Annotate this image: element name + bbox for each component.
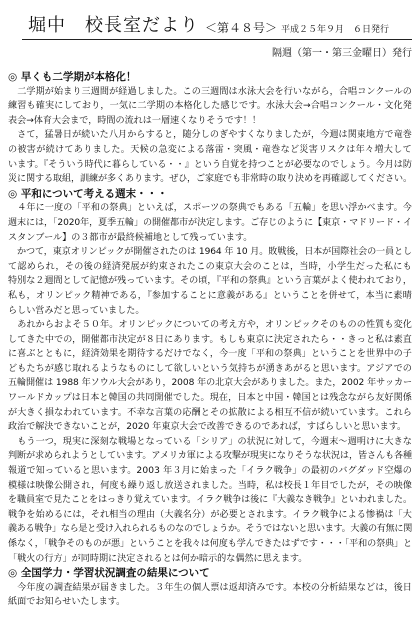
text-line: 五輪開催は 1988 年ソウル大会があり，2008 年の北京大会がありました。また，2002 年サッカー	[8, 378, 412, 389]
section	[8, 70, 412, 187]
issue-date: 平成２５年９月 ６日発行	[281, 25, 390, 35]
text-line: 練習も確実にしており，一気に二学期の本格化した感じです。水泳大会→合唱コンクール・文化発	[8, 101, 412, 112]
section-heading: ◎ 全国学力・学習状況調査の結果について	[8, 567, 210, 580]
text-line: 紙面でお知らせいたします。	[8, 597, 126, 608]
text-line: 特別な２週間として記憶が残っています。その頃，『平和の祭典』という言葉がよく使われており，	[8, 276, 412, 287]
newsletter-title: 堀中 校長室だより	[28, 15, 199, 36]
paragraph	[8, 318, 412, 435]
text-line: います。『そういう時代に暮らしている・・』という自覚を持つことが必要なのでしょう。今月は防	[8, 159, 412, 170]
text-line: 週末には，「2020年，夏季五輪」の開催都市が決定します。ご存じのように【東京・マドリード・イ	[8, 217, 412, 228]
section-heading: ◎ 平和について考える週末・・・	[8, 187, 168, 200]
title-row	[22, 10, 412, 40]
text-line: ワールドカップは日本と韓国の共同開催でした。現在，日本と中国・韓国とは残念ながら友好関係	[8, 393, 412, 404]
text-line: 政治で解決できないことが，2020 年東京大会で改善できるのであれば，すばらしいと思います。	[8, 422, 407, 433]
frequency-row	[22, 44, 412, 59]
text-line: 報道で知っていると思います。2003 年３月に始まった「イラク戦争」の最初のバグダッド空爆の	[8, 466, 412, 477]
newsletter-body	[8, 70, 412, 610]
paragraph	[8, 581, 412, 610]
newsletter-header	[22, 10, 412, 59]
text-line: 模様は映像公開され，何度も繰り返し放送されました。当時，私は校長１年目でしたが，その映像	[8, 480, 412, 491]
section	[8, 566, 412, 610]
text-line: スタンブール】の３都市が最終候補地として残っています。	[8, 232, 253, 243]
text-line: さて，猛暑日が続いた八月からすると，随分しのぎやすくなりましたが，今週は関東地方で竜巻	[8, 130, 412, 141]
text-line: してきた中での，開催都市決定が８日にあります。もしも東京に決定されたら・・きっと私は素直	[8, 334, 412, 345]
text-line: 判断が求められようとしています。アメリカ軍による攻撃が現実になりそうな状況は，皆さんも各種	[8, 451, 412, 462]
text-line: ４年に一度の「平和の祭典」といえば，スポーツの祭典でもある「五輪」を思い浮かべます。今	[8, 203, 412, 214]
text-line: 災に関する取組，訓練が多くあります。ぜひ，ご家庭でも非常時の取り決めを再確認してください。	[8, 174, 412, 185]
text-line: かつて，東京オリンピックが開催されたのは 1964 年 10 月。敗戦後，日本が国際社会の一員とし	[8, 247, 412, 258]
text-line: 係なく，「戦争そのものが悪」ということを我々は何度も学んできたはずです・・・「平和の祭典」と	[8, 539, 412, 549]
paragraph	[8, 435, 412, 566]
paragraph	[8, 245, 412, 318]
text-line: 表会→体育大会まで，時間の流れは一層速くなりそうです！！	[8, 115, 261, 126]
text-line: 今年度の調査結果が届きました。３年生の個人票は返却済みです。本校の分析結果などは，後日	[8, 582, 412, 593]
section-heading: ◎ 早くも二学期が本格化！	[8, 71, 137, 83]
text-line: の被害が続けてありました。天候の急変による落雷・突風・竜巻など災害リスクは年々増大して	[8, 144, 412, 155]
issue-number: ＜第４８号＞	[205, 21, 278, 35]
paragraph	[8, 201, 412, 245]
text-line: どもたちが感じ取れるようなものにして欲しいという気持ちが湧きあがると思います。アジアでの	[8, 363, 412, 374]
text-line: を職員室で見たことをはっきり覚えています。イラク戦争は後に『大義なき戦争』といわれました。	[8, 495, 412, 506]
text-line: 戦争を始めるには，それ相当の理由（大義名分）が必要とされます。イラク戦争による惨禍は「大	[8, 509, 412, 520]
text-line: 私も，オリンピック精神である，『参加することに意義がある』ということを併せて，本当に素晴	[8, 290, 412, 301]
text-line: もう一つ，現実に深刻な戦場となっている「シリア」の状況に対して，今週末～週明けに大きな	[8, 436, 412, 447]
text-line: が大きく損なわれています。不幸な言葉の応酬とその拡散による相互不信が続いています。これら	[8, 407, 412, 418]
section	[8, 187, 412, 566]
publication-frequency: 隔週（第一・第三金曜日）発行	[272, 48, 412, 59]
text-line: て認められ，その後の経済発展が約束されたこの東京大会のことは，当時，小学生だった私にも	[8, 261, 412, 272]
paragraph	[8, 128, 412, 186]
text-line: らしい営みだと思っていました。	[8, 305, 145, 316]
text-line: 義ある戦争」なら是と受け入れられるものなのでしょうか。そうではないと思います。大義の有無に関	[8, 524, 412, 535]
text-line: 「戦火の行方」が同時期に決定されるとは何か暗示的な偶然に思えます。	[8, 553, 308, 564]
text-line: 二学期が始まり三週間が経過しました。この三週間は水泳大会を行いながら，合唱コンクールの	[8, 86, 412, 97]
text-line: に喜ぶとともに，経済効果を期待するだけでなく，今一度「平和の祭典」ということを世界中の子	[8, 349, 412, 360]
paragraph	[8, 85, 412, 129]
text-line: あれからおよそ５０年。オリンピックについての考え方や，オリンピックそのものの性質も変化	[8, 320, 412, 331]
